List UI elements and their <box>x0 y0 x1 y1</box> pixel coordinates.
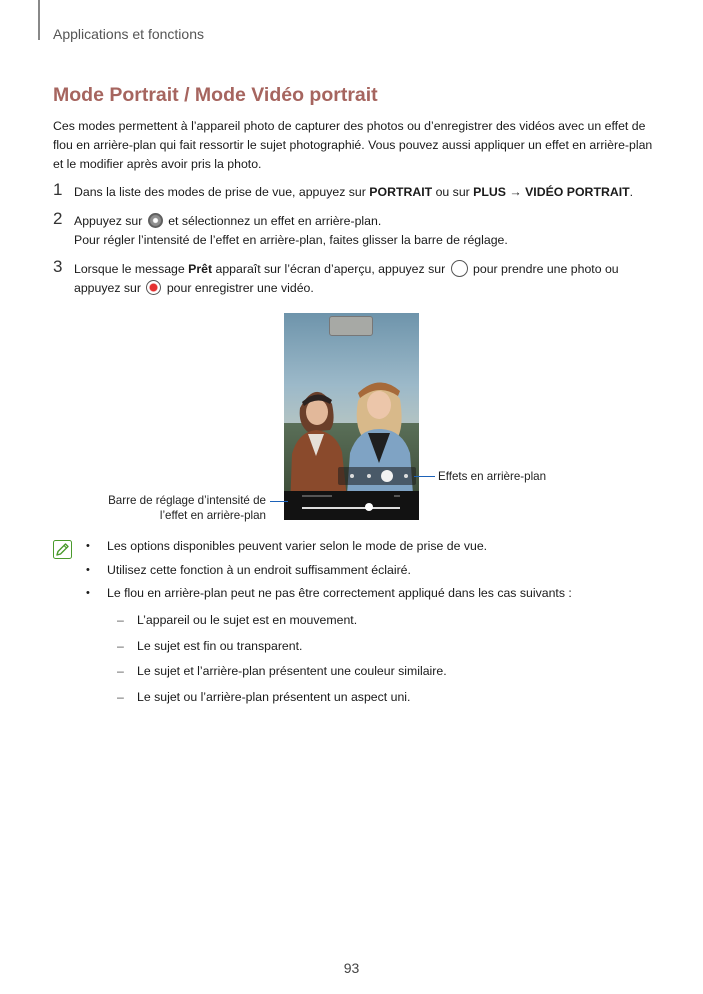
bullet-marker: • <box>86 540 90 552</box>
step-text-part: . <box>629 185 634 199</box>
list-item <box>117 611 657 637</box>
list-item <box>117 637 657 663</box>
callout-effects-label: Effets en arrière-plan <box>438 470 547 483</box>
bullet-text: Utilisez cette fonction à un endroit suffisamment éclairé. <box>107 562 411 577</box>
step-text-part: Appuyez sur <box>74 214 146 228</box>
slider-caption-mark <box>302 495 332 497</box>
section-intro: Ces modes permettent à l’appareil photo de capturer des photos ou d’enregistrer des vidéos avec un effet de flou en arrière-plan qui fait ressortir le sujet photographié. Vous pouvez aussi appliquer un effet en arrière-plan et le modifier après avoir pris la photo. <box>53 119 653 171</box>
header-rule <box>38 0 40 40</box>
ready-message-label: Prêt <box>188 262 213 276</box>
effect-intensity-slider[interactable] <box>284 491 419 520</box>
step-number: 3 <box>53 257 63 276</box>
sub-bullet-text: Le sujet ou l’arrière-plan présentent un aspect uni. <box>137 689 411 704</box>
effect-option-selected-icon[interactable] <box>381 470 393 482</box>
sub-bullet-text: Le sujet est fin ou transparent. <box>137 638 303 653</box>
list-item <box>86 537 666 561</box>
bullet-marker: • <box>86 563 90 576</box>
step-text-part: et sélectionnez un effet en arrière-plan. <box>164 214 382 228</box>
dash-marker: – <box>117 689 124 704</box>
background-effect-icon <box>148 213 163 228</box>
dash-marker: – <box>117 613 124 627</box>
step-text <box>74 260 674 298</box>
step-text <box>74 183 674 202</box>
running-head: Applications et fonctions <box>53 26 204 42</box>
step-text-part: apparaît sur l’écran d’aperçu, appuyez sur <box>212 262 449 276</box>
dash-marker: – <box>117 638 124 653</box>
step-text-part: pour enregistrer une vidéo. <box>163 281 314 295</box>
list-item <box>117 688 657 714</box>
step-text-part: Dans la liste des modes de prise de vue, appuyez sur <box>74 185 370 199</box>
effect-option-icon[interactable] <box>367 474 371 478</box>
step-number: 2 <box>53 209 63 228</box>
dash-marker: – <box>117 664 124 678</box>
camera-preview-screenshot <box>284 313 419 520</box>
callout-slider-line: Barre de réglage d’intensité de <box>108 494 266 507</box>
note-pencil-icon <box>53 540 72 559</box>
list-item <box>86 561 666 585</box>
mode-portrait-label: PORTRAIT <box>369 185 433 199</box>
step-text-part: pour prendre une photo ou <box>469 262 619 276</box>
effect-option-icon[interactable] <box>350 474 354 478</box>
step-number: 1 <box>53 180 63 199</box>
page-number: 93 <box>343 960 360 976</box>
step-text <box>74 212 674 250</box>
step-detail: Pour régler l’intensité de l’effet en arrière-plan, faites glisser la barre de réglage. <box>74 233 508 247</box>
list-item <box>117 662 657 688</box>
arrow-separator: → <box>505 185 526 199</box>
mode-video-portrait-label: VIDÉO PORTRAIT <box>525 185 630 199</box>
step-text-part: Lorsque le message <box>74 262 189 276</box>
mode-plus-label: PLUS <box>473 185 506 199</box>
callout-slider-label <box>60 493 266 523</box>
bullet-text: Les options disponibles peuvent varier selon le mode de prise de vue. <box>107 539 488 553</box>
callout-line-effects <box>419 476 435 477</box>
record-button-icon <box>146 280 161 295</box>
note-sub-bullet-list <box>117 611 657 713</box>
sub-bullet-text: Le sujet et l’arrière-plan présentent une couleur similaire. <box>137 664 447 678</box>
bullet-marker: • <box>86 587 90 599</box>
note-bullet-list <box>86 537 666 608</box>
step-text-part: ou sur <box>432 185 474 199</box>
callout-slider-line: l’effet en arrière-plan <box>159 509 266 522</box>
slider-handle[interactable] <box>365 503 373 511</box>
callout-line-slider <box>270 501 288 502</box>
slider-caption-mark <box>394 495 400 497</box>
list-item <box>86 584 666 608</box>
sub-bullet-text: L’appareil ou le sujet est en mouvement. <box>137 613 358 627</box>
effect-option-icon[interactable] <box>404 474 408 478</box>
callout-line-effects-tick <box>414 476 419 477</box>
preview-top-indicator <box>329 316 373 336</box>
subject-person-right <box>342 363 417 508</box>
slider-track[interactable] <box>302 507 400 509</box>
bullet-text: Le flou en arrière-plan peut ne pas être correctement appliqué dans les cas suivants : <box>107 586 572 600</box>
step-text-part: appuyez sur <box>74 281 145 295</box>
shutter-button-icon <box>451 260 468 277</box>
background-effects-bar[interactable] <box>338 467 416 485</box>
section-title: Mode Portrait / Mode Vidéo portrait <box>53 84 378 106</box>
